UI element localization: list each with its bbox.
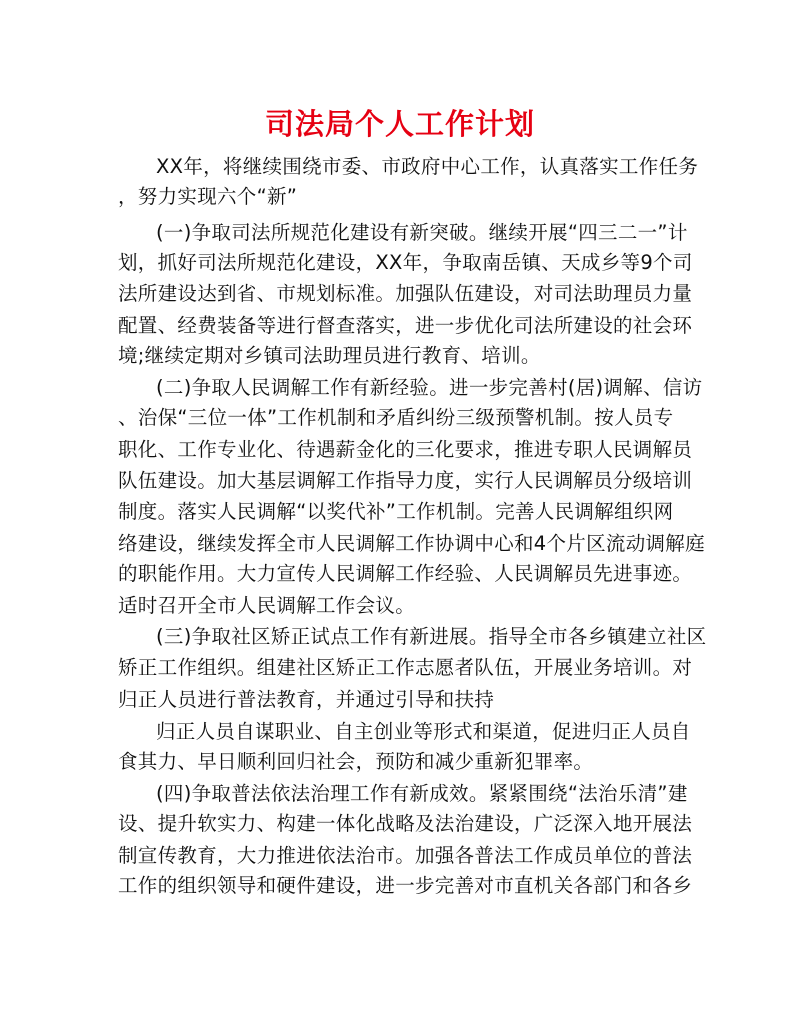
body-line: 队伍建设。加大基层调解工作指导力度，实行人民调解员分级培训 — [118, 469, 693, 492]
body-line: 工作的组织领导和硬件建设，进一步完善对市直机关各部门和各乡 — [118, 874, 693, 897]
body-line: 、治保“三位一体”工作机制和矛盾纠纷三级预警机制。按人员专 — [118, 406, 674, 429]
body-line: 归正人员进行普法教育，并通过引导和扶持 — [118, 688, 495, 711]
body-line: (三)争取社区矫正试点工作有新进展。指导全市各乡镇建立社区 — [156, 625, 707, 648]
body-line: 制宣传教育，大力推进依法治市。加强各普法工作成员单位的普法 — [118, 844, 693, 867]
body-line: 设、提升软实力、构建一体化战略及法治建设，广泛深入地开展法 — [118, 812, 693, 835]
body-line: XX年，将继续围绕市委、市政府中心工作，认真落实工作任务 — [156, 155, 699, 178]
body-line: (一)争取司法所规范化建设有新突破。继续开展“四三二一”计 — [156, 221, 688, 244]
body-line: 归正人员自谋职业、自主创业等形式和渠道，促进归正人员自 — [156, 720, 691, 743]
body-line: (四)争取普法依法治理工作有新成效。紧紧围绕“法治乐清”建 — [156, 782, 688, 805]
body-line: 矫正工作组织。组建社区矫正工作志愿者队伍，开展业务培训。对 — [118, 656, 693, 679]
body-line: 络建设，继续发挥全市人民调解工作协调中心和4个片区流动调解庭 — [118, 532, 705, 555]
body-line: 的职能作用。大力宣传人民调解工作经验、人民调解员先进事迹。 — [118, 562, 693, 585]
body-line: 配置、经费装备等进行督查落实，进一步优化司法所建设的社会环 — [118, 314, 693, 337]
document-title: 司法局个人工作计划 — [264, 107, 535, 141]
body-line: 食其力、早日顺利回归社会，预防和减少重新犯罪率。 — [118, 750, 594, 773]
body-line: 法所建设达到省、市规划标准。加强队伍建设，对司法助理员力量 — [118, 282, 693, 305]
body-line: 划，抓好司法所规范化建设，XX年，争取南岳镇、天成乡等9个司 — [118, 251, 693, 274]
body-line: 境;继续定期对乡镇司法助理员进行教育、培训。 — [118, 344, 541, 367]
body-line: 适时召开全市人民调解工作会议。 — [118, 594, 416, 617]
body-line: ，努力实现六个“新” — [118, 185, 298, 208]
body-line: 职化、工作专业化、待遇薪金化的三化要求，推进专职人民调解员 — [118, 438, 693, 461]
body-line: (二)争取人民调解工作有新经验。进一步完善村(居)调解、信访 — [156, 376, 703, 399]
body-line: 制度。落实人民调解“以奖代补”工作机制。完善人民调解组织网 — [118, 500, 674, 523]
